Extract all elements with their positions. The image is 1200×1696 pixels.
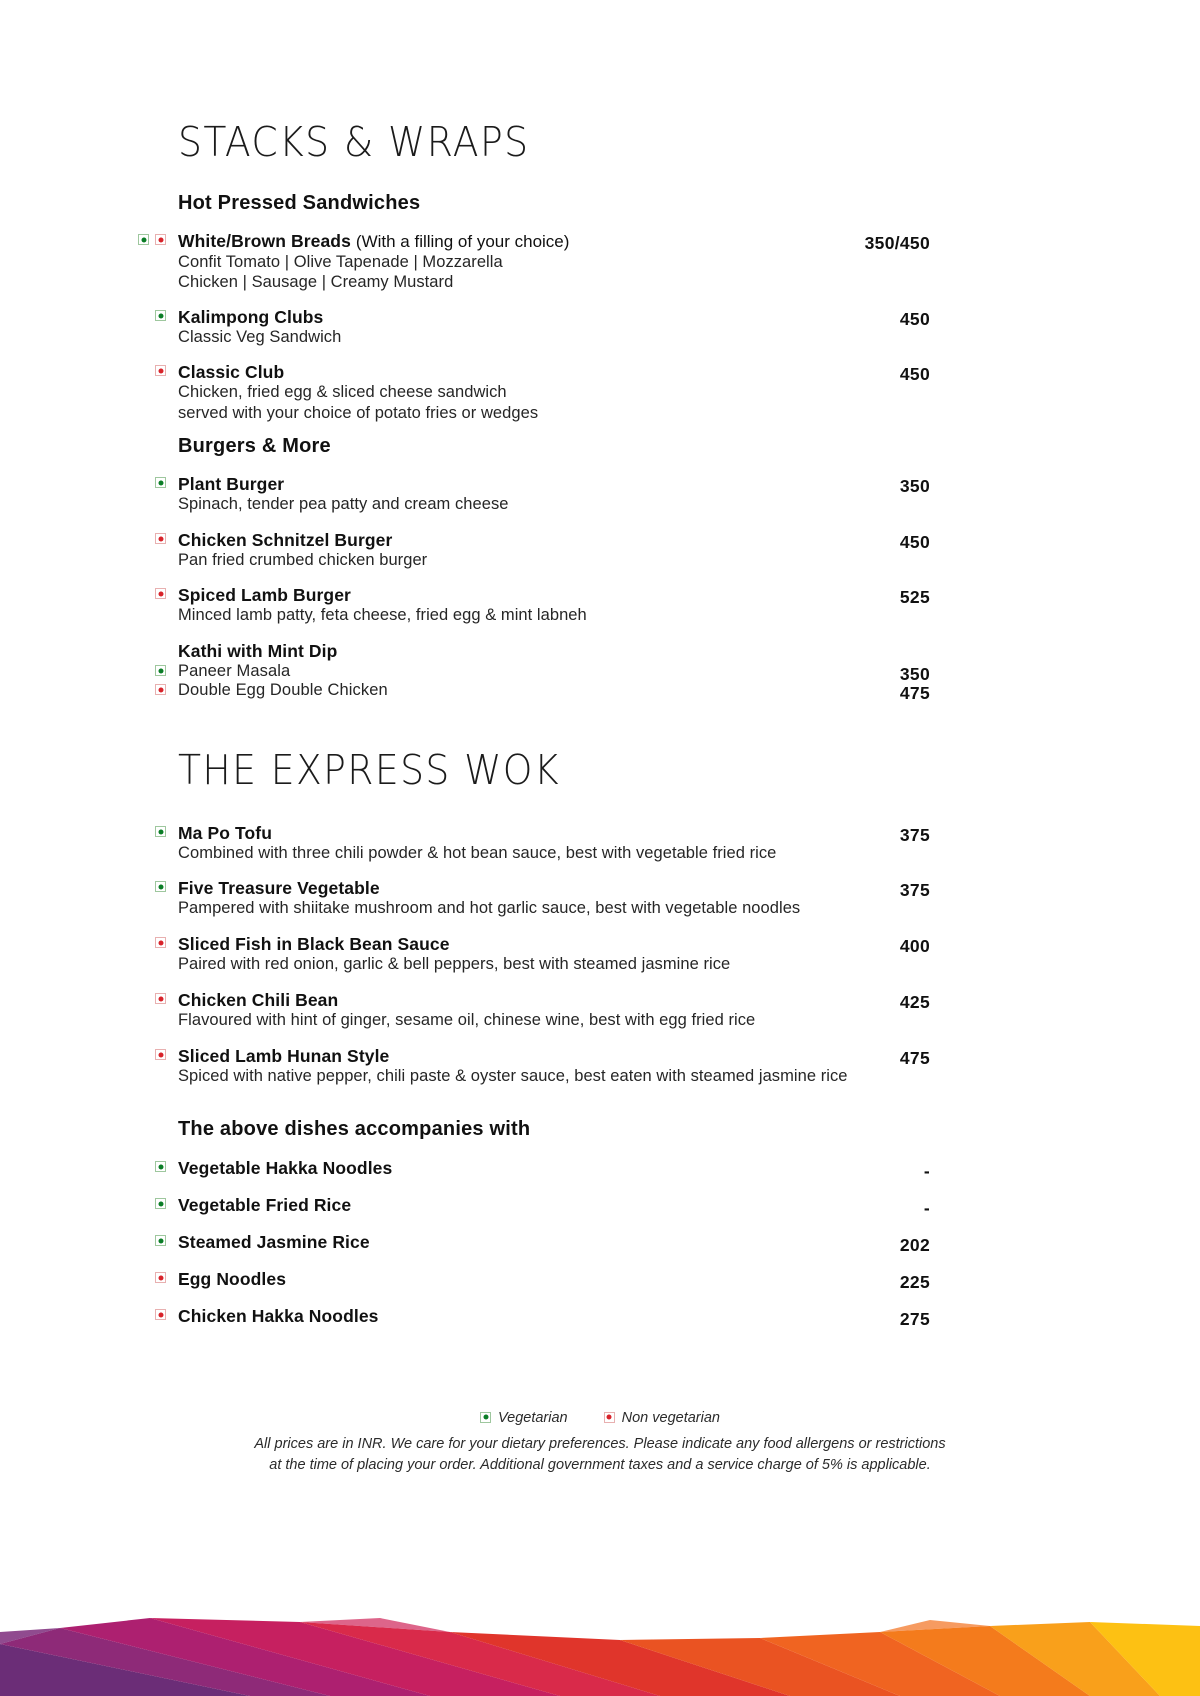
menu-item [130,585,930,626]
menu-item-description-2: served with your choice of potato fries or wedges [178,403,539,422]
menu-item-description: Spiced with native pepper, chili paste & oyster sauce, best eaten with steamed jasmine rice [178,1067,848,1086]
menu-item-price: 425 [899,992,930,1012]
menu-item-price: 225 [899,1272,930,1292]
diet-markers [130,937,178,951]
diet-markers [130,365,178,379]
nonveg-marker-icon [155,937,166,948]
diet-markers [130,1272,178,1286]
menu-item [130,681,930,703]
diet-markers [130,993,178,1007]
veg-marker-icon [155,310,166,321]
menu-item-price: 475 [899,683,930,703]
menu-item [130,1306,930,1329]
nonveg-marker-icon [155,234,166,245]
menu-item-description: Flavoured with hint of ginger, sesame oil, chinese wine, best with egg fried rice [178,1011,756,1030]
veg-marker-icon [155,1198,166,1209]
menu-item-description: Chicken, fried egg & sliced cheese sandwich [178,383,507,402]
nonveg-marker-icon [155,533,166,544]
menu-item-price: 350/450 [864,233,930,253]
menu-item-price: - [923,1198,930,1218]
veg-marker-icon [155,826,166,837]
section-title-the-express-wok: THE EXPRESS WOK [178,746,560,794]
diet-markers [130,533,178,547]
decorative-color-band [0,1588,1200,1696]
legend-vegetarian-label: Vegetarian [498,1410,568,1426]
menu-item-name: Five Treasure Vegetable [178,878,380,898]
footer-disclaimer [0,1434,1200,1475]
menu-item [130,990,930,1031]
nonveg-marker-icon [155,1309,166,1320]
menu-item [130,1046,930,1087]
menu-item-price: 450 [899,364,930,384]
nonveg-marker-icon [155,993,166,1004]
legend-vegetarian [480,1410,568,1426]
menu-item-price: 350 [899,664,930,684]
menu-item-price: - [923,1161,930,1181]
menu-item-name: Spiced Lamb Burger [178,585,351,605]
menu-item-name: Double Egg Double Chicken [178,681,388,699]
menu-item-name: Chicken Chili Bean [178,990,339,1010]
diet-markers [130,1161,178,1175]
nonveg-marker-icon [155,1049,166,1060]
menu-item-name: Paneer Masala [178,662,291,680]
subheading-burgers-and-more: Burgers & More [178,435,331,457]
section-title-stacks-and-wraps: STACKS & WRAPS [178,118,530,166]
menu-item-group-kathi [130,641,930,661]
menu-item [130,530,930,571]
menu-item-name: Sliced Lamb Hunan Style [178,1046,390,1066]
diet-markers [130,1309,178,1323]
menu-item-description: Minced lamb patty, feta cheese, fried egg & mint labneh [178,606,587,625]
diet-markers [130,234,178,248]
menu-item-name: Kalimpong Clubs [178,307,324,327]
menu-item-price: 475 [899,1048,930,1068]
diet-legend [0,1410,1200,1426]
menu-item-description: Spinach, tender pea patty and cream cheese [178,495,509,514]
menu-item-name: Vegetable Fried Rice [178,1195,352,1215]
menu-item-name-text: White/Brown Breads [178,231,351,251]
menu-item-name: Ma Po Tofu [178,823,272,843]
menu-item-description: Classic Veg Sandwich [178,328,342,347]
menu-item-name: Sliced Fish in Black Bean Sauce [178,934,450,954]
menu-item-price: 375 [899,825,930,845]
nonveg-marker-icon [604,1412,615,1423]
menu-item [130,1269,930,1292]
menu-item-name: Chicken Hakka Noodles [178,1306,379,1326]
menu-item-description-2: Chicken | Sausage | Creamy Mustard [178,273,454,292]
subheading-accompaniments: The above dishes accompanies with [178,1118,531,1140]
menu-item-price: 275 [899,1309,930,1329]
nonveg-marker-icon [155,684,166,695]
veg-marker-icon [155,1235,166,1246]
menu-group-heading: Kathi with Mint Dip [178,641,338,661]
nonveg-marker-icon [155,1272,166,1283]
menu-item-price: 450 [899,532,930,552]
menu-item [130,878,930,919]
diet-markers [130,881,178,895]
veg-marker-icon [138,234,149,245]
menu-item [130,823,930,864]
menu-item [130,934,930,975]
legend-non-vegetarian [604,1410,720,1426]
menu-item-price: 350 [899,476,930,496]
menu-item-description: Confit Tomato | Olive Tapenade | Mozzarella [178,252,503,271]
diet-markers [130,477,178,491]
veg-marker-icon [155,1161,166,1172]
menu-item [130,231,930,292]
footer-disclaimer-line-2: at the time of placing your order. Additional government taxes and a service charge of 5% is applicable. [269,1456,931,1473]
menu-item-description: Pampered with shiitake mushroom and hot garlic sauce, best with vegetable noodles [178,899,801,918]
menu-item [130,474,930,515]
menu-item-name: Steamed Jasmine Rice [178,1232,370,1252]
diet-markers [130,588,178,602]
menu-item-name: Egg Noodles [178,1269,287,1289]
legend-non-vegetarian-label: Non vegetarian [621,1410,720,1426]
veg-marker-icon [155,665,166,676]
menu-item-price: 525 [899,587,930,607]
menu-item [130,307,930,348]
menu-item [130,1232,930,1255]
menu-item-name: Classic Club [178,362,285,382]
nonveg-marker-icon [155,365,166,376]
color-band-graphic [0,1588,1200,1696]
diet-markers [130,826,178,840]
menu-item [130,662,930,684]
subheading-hot-pressed-sandwiches: Hot Pressed Sandwiches [178,192,421,214]
veg-marker-icon [155,881,166,892]
veg-marker-icon [155,477,166,488]
veg-marker-icon [480,1412,491,1423]
menu-item-price: 450 [899,309,930,329]
menu-item-description: Pan fried crumbed chicken burger [178,551,428,570]
diet-markers [130,665,178,679]
menu-item-price: 202 [899,1235,930,1255]
nonveg-marker-icon [155,588,166,599]
menu-item-description: Paired with red onion, garlic & bell peppers, best with steamed jasmine rice [178,955,731,974]
diet-markers [130,1235,178,1249]
menu-item-name: Chicken Schnitzel Burger [178,530,393,550]
diet-markers [130,1049,178,1063]
menu-item-price: 400 [899,936,930,956]
menu-item-name: Plant Burger [178,474,285,494]
menu-item-price: 375 [899,880,930,900]
footer-disclaimer-line-1: All prices are in INR. We care for your dietary preferences. Please indicate any food allergens or restrictions [254,1436,946,1452]
diet-markers [130,1198,178,1212]
diet-markers [130,310,178,324]
diet-markers [130,684,178,698]
menu-item [130,362,930,423]
menu-item [130,1195,930,1218]
menu-item [130,1158,930,1181]
menu-item-name: Vegetable Hakka Noodles [178,1158,393,1178]
menu-item-description: Combined with three chili powder & hot bean sauce, best with vegetable fried rice [178,844,777,863]
menu-item-name-suffix: (With a filling of your choice) [355,232,570,251]
